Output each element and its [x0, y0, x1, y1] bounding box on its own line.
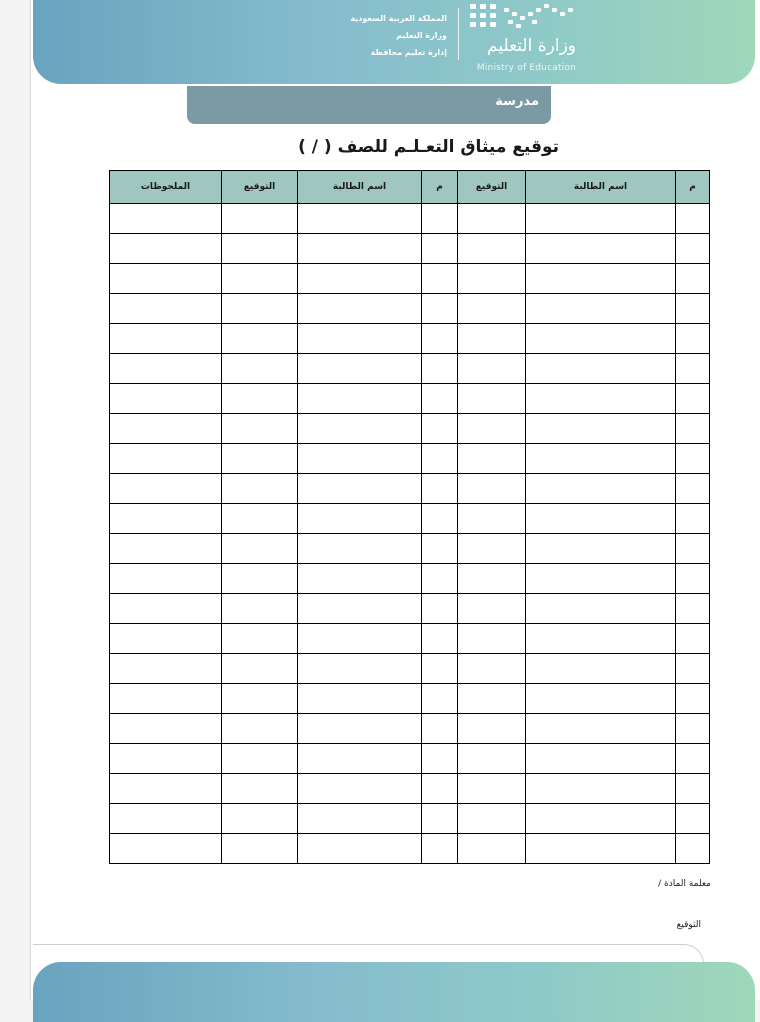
table-header-row [110, 171, 710, 204]
table-cell[interactable] [422, 774, 458, 804]
table-cell[interactable] [298, 474, 422, 504]
table-cell[interactable] [298, 744, 422, 774]
table-cell[interactable] [222, 744, 298, 774]
table-cell[interactable] [298, 234, 422, 264]
table-cell[interactable] [526, 444, 676, 474]
table-row [110, 624, 710, 654]
school-label: مدرسة [495, 94, 539, 109]
table-cell[interactable] [458, 504, 526, 534]
table-cell[interactable] [526, 774, 676, 804]
table-cell[interactable] [298, 624, 422, 654]
signature-label: التوقيع [676, 920, 701, 930]
table-cell[interactable] [422, 714, 458, 744]
table-cell[interactable] [422, 834, 458, 864]
table-cell[interactable] [458, 744, 526, 774]
table-cell[interactable] [222, 324, 298, 354]
table-cell[interactable] [422, 624, 458, 654]
table-cell[interactable] [676, 654, 710, 684]
table-cell[interactable] [458, 654, 526, 684]
table-cell[interactable] [298, 384, 422, 414]
table-row [110, 444, 710, 474]
school-tab [187, 86, 551, 124]
table-cell[interactable] [422, 294, 458, 324]
table-cell[interactable] [222, 684, 298, 714]
table-cell[interactable] [458, 564, 526, 594]
table-cell[interactable] [298, 324, 422, 354]
table-row [110, 684, 710, 714]
table-row [110, 324, 710, 354]
table-cell[interactable] [110, 354, 222, 384]
table-cell[interactable] [526, 414, 676, 444]
table-cell[interactable] [676, 534, 710, 564]
table-cell[interactable] [526, 264, 676, 294]
table-cell[interactable] [676, 564, 710, 594]
table-cell[interactable] [222, 534, 298, 564]
table-cell[interactable] [676, 384, 710, 414]
table-cell[interactable] [222, 234, 298, 264]
department-line: إدارة تعليم محافظة [370, 48, 447, 57]
table-cell[interactable] [526, 564, 676, 594]
table-cell[interactable] [298, 354, 422, 384]
table-cell[interactable] [110, 504, 222, 534]
table-cell[interactable] [676, 774, 710, 804]
footer-banner [33, 962, 755, 1022]
table-cell[interactable] [676, 264, 710, 294]
table-cell[interactable] [422, 474, 458, 504]
table-cell[interactable] [222, 594, 298, 624]
table-cell[interactable] [458, 324, 526, 354]
table-cell[interactable] [110, 474, 222, 504]
table-cell[interactable] [676, 834, 710, 864]
table-cell[interactable] [222, 444, 298, 474]
table-row [110, 564, 710, 594]
table-cell[interactable] [422, 384, 458, 414]
table-cell[interactable] [526, 834, 676, 864]
table-cell[interactable] [526, 744, 676, 774]
table-cell[interactable] [422, 444, 458, 474]
ministry-logo-name: وزارة التعليم [487, 36, 576, 56]
table-cell[interactable] [110, 594, 222, 624]
table-cell[interactable] [110, 684, 222, 714]
table-cell[interactable] [298, 564, 422, 594]
table-cell[interactable] [422, 744, 458, 774]
table-cell[interactable] [676, 294, 710, 324]
table-cell[interactable] [458, 444, 526, 474]
ministry-line: وزارة التعليم [396, 31, 447, 40]
column-header: التوقيع [458, 171, 526, 204]
document-page [30, 0, 760, 1000]
column-header: م [676, 171, 710, 204]
table-cell[interactable] [110, 384, 222, 414]
table-cell[interactable] [526, 354, 676, 384]
table-row [110, 474, 710, 504]
table-cell[interactable] [110, 564, 222, 594]
table-cell[interactable] [458, 684, 526, 714]
table-row [110, 354, 710, 384]
table-row [110, 534, 710, 564]
table-cell[interactable] [458, 624, 526, 654]
table-cell[interactable] [110, 414, 222, 444]
table-cell[interactable] [110, 804, 222, 834]
table-cell[interactable] [676, 324, 710, 354]
table-cell[interactable] [458, 804, 526, 834]
column-header: اسم الطالبة [526, 171, 676, 204]
table-row [110, 384, 710, 414]
table-cell[interactable] [526, 474, 676, 504]
table-cell[interactable] [222, 384, 298, 414]
table-cell[interactable] [298, 264, 422, 294]
table-cell[interactable] [458, 714, 526, 744]
table-cell[interactable] [458, 354, 526, 384]
table-cell[interactable] [110, 774, 222, 804]
table-cell[interactable] [222, 654, 298, 684]
table-cell[interactable] [298, 594, 422, 624]
table-cell[interactable] [458, 834, 526, 864]
table-cell[interactable] [222, 264, 298, 294]
table-cell[interactable] [526, 204, 676, 234]
table-cell[interactable] [526, 234, 676, 264]
table-cell[interactable] [526, 624, 676, 654]
table-row [110, 834, 710, 864]
table-cell[interactable] [422, 594, 458, 624]
table-cell[interactable] [110, 204, 222, 234]
table-cell[interactable] [110, 624, 222, 654]
table-row [110, 414, 710, 444]
table-cell[interactable] [422, 684, 458, 714]
table-cell[interactable] [110, 444, 222, 474]
table-cell[interactable] [222, 834, 298, 864]
table-cell[interactable] [298, 684, 422, 714]
table-cell[interactable] [222, 714, 298, 744]
ministry-logo-english: Ministry of Education [476, 63, 576, 73]
table-cell[interactable] [676, 744, 710, 774]
table-cell[interactable] [422, 804, 458, 834]
table-row [110, 654, 710, 684]
table-cell[interactable] [676, 414, 710, 444]
table-cell[interactable] [676, 594, 710, 624]
table-row [110, 264, 710, 294]
table-cell[interactable] [676, 204, 710, 234]
table-cell[interactable] [458, 384, 526, 414]
table-row [110, 714, 710, 744]
table-cell[interactable] [298, 654, 422, 684]
table-cell[interactable] [110, 234, 222, 264]
table-cell[interactable] [526, 504, 676, 534]
table-cell[interactable] [422, 564, 458, 594]
logo-divider [458, 8, 459, 60]
table-cell[interactable] [458, 204, 526, 234]
page-title: توقيع ميثاق التعـلـم للصف ( / ) [298, 137, 559, 157]
table-cell[interactable] [110, 744, 222, 774]
table-row [110, 774, 710, 804]
table-cell[interactable] [298, 504, 422, 534]
ministry-logo-dots-icon [468, 2, 578, 32]
table-cell[interactable] [222, 564, 298, 594]
table-cell[interactable] [676, 444, 710, 474]
table-cell[interactable] [458, 594, 526, 624]
table-cell[interactable] [298, 804, 422, 834]
table-cell[interactable] [422, 504, 458, 534]
table-cell[interactable] [110, 714, 222, 744]
table-cell[interactable] [458, 534, 526, 564]
teacher-label: معلمة المادة / [658, 879, 711, 889]
table-cell[interactable] [422, 414, 458, 444]
table-cell[interactable] [298, 714, 422, 744]
table-cell[interactable] [526, 684, 676, 714]
table-cell[interactable] [422, 264, 458, 294]
table-cell[interactable] [222, 504, 298, 534]
column-header: م [422, 171, 458, 204]
table-cell[interactable] [222, 354, 298, 384]
table-cell[interactable] [298, 204, 422, 234]
table-cell[interactable] [526, 714, 676, 744]
table-cell[interactable] [110, 324, 222, 354]
table-cell[interactable] [298, 444, 422, 474]
table-cell[interactable] [526, 594, 676, 624]
column-header: الملحوظات [110, 171, 222, 204]
table-cell[interactable] [458, 774, 526, 804]
table-cell[interactable] [422, 534, 458, 564]
table-row [110, 804, 710, 834]
signature-table [109, 170, 710, 864]
column-header: اسم الطالبة [298, 171, 422, 204]
table-cell[interactable] [676, 234, 710, 264]
table-cell[interactable] [298, 534, 422, 564]
table-cell[interactable] [298, 834, 422, 864]
table-row [110, 204, 710, 234]
table-cell[interactable] [458, 414, 526, 444]
table-cell[interactable] [222, 474, 298, 504]
table-row [110, 594, 710, 624]
table-cell[interactable] [526, 294, 676, 324]
table-row [110, 294, 710, 324]
table-cell[interactable] [676, 504, 710, 534]
table-cell[interactable] [676, 714, 710, 744]
table-row [110, 744, 710, 774]
table-cell[interactable] [422, 354, 458, 384]
kingdom-line: المملكة العربية السعودية [350, 14, 447, 23]
table-cell[interactable] [110, 294, 222, 324]
table-cell[interactable] [222, 294, 298, 324]
table-row [110, 234, 710, 264]
table-cell[interactable] [222, 624, 298, 654]
table-cell[interactable] [298, 774, 422, 804]
table-cell[interactable] [526, 654, 676, 684]
table-cell[interactable] [676, 624, 710, 654]
table-cell[interactable] [676, 474, 710, 504]
table-cell[interactable] [526, 804, 676, 834]
table-cell[interactable] [526, 324, 676, 354]
table-cell[interactable] [298, 294, 422, 324]
table-cell[interactable] [222, 774, 298, 804]
table-cell[interactable] [222, 804, 298, 834]
table-cell[interactable] [676, 354, 710, 384]
table-cell[interactable] [110, 654, 222, 684]
table-row [110, 504, 710, 534]
table-cell[interactable] [676, 804, 710, 834]
table-cell[interactable] [422, 324, 458, 354]
table-cell[interactable] [526, 384, 676, 414]
table-cell[interactable] [458, 294, 526, 324]
table-cell[interactable] [110, 534, 222, 564]
table-cell[interactable] [676, 684, 710, 714]
header-text-block [311, 10, 447, 61]
table-cell[interactable] [110, 834, 222, 864]
table-cell[interactable] [458, 264, 526, 294]
table-cell[interactable] [458, 234, 526, 264]
table-cell[interactable] [422, 234, 458, 264]
table-cell[interactable] [222, 204, 298, 234]
table-cell[interactable] [458, 474, 526, 504]
table-cell[interactable] [422, 654, 458, 684]
table-cell[interactable] [422, 204, 458, 234]
table-cell[interactable] [222, 414, 298, 444]
column-header: التوقيع [222, 171, 298, 204]
table-cell[interactable] [298, 414, 422, 444]
table-cell[interactable] [110, 264, 222, 294]
ministry-logo [446, 0, 586, 80]
table-cell[interactable] [526, 534, 676, 564]
